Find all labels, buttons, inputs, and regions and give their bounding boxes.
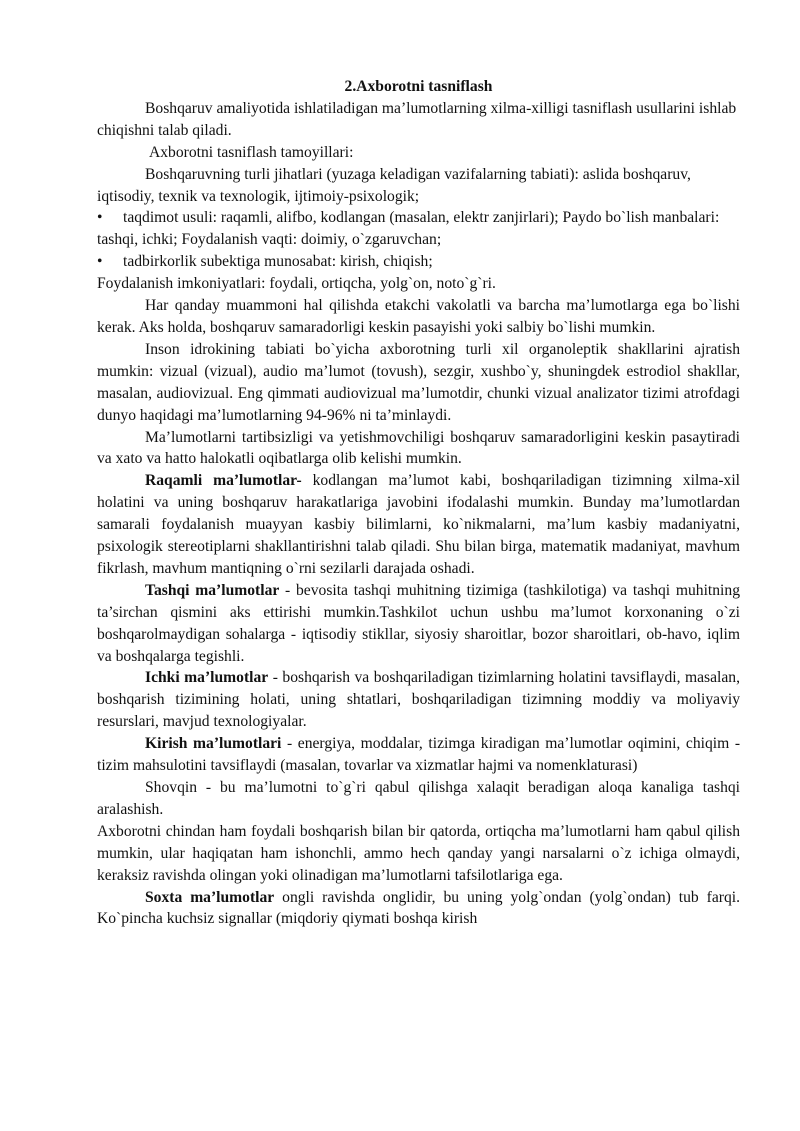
paragraph-perception: Inson idrokining tabiati bo`yicha axborotning turli xil organoleptik shakllarini ajratish mumkin: vizual (vizual), audio ma’lumot (tovush), sezgir, xushbo`y, shuningdek estrodiol shakllar, masalan, audiovizual. Eng qimmati audiovizual ma’lumotdir, chunki vizual analizator tizimi atrofdagi dunyo haqidagi ma’lumotlarning 94-96% ni ta’minlaydi.	[97, 340, 740, 424]
paragraph-digital-data	[97, 470, 740, 580]
term-internal-data: Ichki ma’lumotlar	[145, 669, 269, 687]
bullet-text: taqdimot usuli: raqamli, alifbo, kodlangan (masalan, elektr zanjirlari); Paydo bo`lish manbalari: tashqi, ichki; Foydalanish vaqti: doimiy, o`zgaruvchan;	[97, 209, 720, 249]
paragraph-management-aspects: Boshqaruvning turli jihatlari (yuzaga keladigan vazifalarning tabiati): aslida boshqaruv, iqtisodiy, texnik va texnologik, ijtimoiy-psixologik;	[97, 165, 691, 205]
paragraph-principles-heading: Axborotni tasniflash tamoyillari:	[149, 143, 354, 161]
term-digital-data: Raqamli ma’lumotlar-	[145, 472, 302, 490]
paragraph-input-data	[97, 733, 740, 777]
paragraph-redundant-data: Axborotni chindan ham foydali boshqarish bilan bir qatorda, ortiqcha ma’lumotlarni ham qabul qilish mumkin, ular haqiqatan ham ishonchli, ammo hech qanday yangi narsalarni o`z ichiga olmaydi, keraksiz ravishda olingan yoki olinadigan ma’lumotlarni tafsilotlariga ega.	[97, 822, 740, 884]
bullet-icon: •	[97, 209, 103, 227]
paragraph-external-data	[97, 580, 740, 668]
paragraph-text: - bevosita tashqi muhitning tizimiga (tashkilotiga) va tashqi muhitning ta’sirchan qismini aks ettirishi mumkin.Tashkilot uchun ushbu ma’lumot korxonaning o`zi boshqarolmaydigan sohalarga - iqtisodiy stikllar, siyosiy sharoitlar, bozor sharoitlari, ob-havo, iqlim va boshqalarga tegishli.	[97, 581, 740, 665]
paragraph-intro: Boshqaruv amaliyotida ishlatiladigan ma’lumotlarning xilma-xilligi tasniflash usullarini ishlab chiqishni talab qiladi.	[97, 99, 737, 139]
bullet-icon: •	[97, 253, 103, 271]
paragraph-text: ongli ravishda onglidir, bu uning yolg`ondan (yolg`ondan) tub farqi. Ko`pincha kuchsiz signallar (miqdoriy qiymati boshqa kirish	[97, 888, 740, 928]
paragraph-noise: Shovqin - bu ma’lumotni to`g`ri qabul qilishga xalaqit beradigan aloqa kanaliga tashqi aralashish.	[97, 779, 740, 818]
paragraph-usage-options: Foydalanish imkoniyatlari: foydali, ortiqcha, yolg`on, noto`g`ri.	[97, 275, 496, 293]
paragraph-text: kodlangan ma’lumot kabi, boshqariladigan tizimning xilma-xil holatini va uning boshqaruv harakatlariga javobini ifodalashi mumkin. Bunday ma’lumotlardan samarali foydalanish muayyan kasbiy bilimlarni, ko`nikmalarni, ma’lum kasbiy madaniyatni, psixologik stereotiplarni shakllantirishni talab qiladi. Shu bilan birga, matematik madaniyat, mavhum fikrlash, mavhum mantiqning o`rni sezilarli darajada oshadi.	[97, 472, 740, 577]
paragraph-text: - energiya, moddalar, tizimga kiradigan ma’lumotlar oqimini, chiqim - tizim mahsulotini tavsiflaydi (masalan, tovarlar va xizmatlar hajmi va nomenklaturasi)	[97, 735, 741, 775]
paragraph-internal-data	[97, 667, 740, 733]
paragraph-text: - boshqarish va boshqariladigan tizimlarning holatini tavsiflaydi, masalan, boshqarish tizimining holati, uning shtatlari, boshqariladigan tizimning moddiy va moliyaviy resurslari, mavjud texnologiyalar.	[97, 669, 740, 731]
paragraph-problem-solving: Har qanday muammoni hal qilishda etakchi vakolatli va barcha ma’lumotlarga ega bo`lishi kerak. Aks holda, boshqaruv samaradorligi keskin pasayishi yoki salbiy bo`lishi mumkin.	[97, 297, 740, 336]
term-false-data: Soxta ma’lumotlar	[145, 888, 275, 906]
bullet-item-presentation	[97, 207, 740, 251]
term-external-data: Tashqi ma’lumotlar	[145, 581, 280, 599]
bullet-item-entrepreneurship	[97, 251, 740, 273]
paragraph-disorder: Ma’lumotlarni tartibsizligi va yetishmovchiligi boshqaruv samaradorligini keskin pasaytiradi va xato va hatto halokatli oqibatlarga olib kelishi mumkin.	[97, 428, 740, 468]
document-page	[97, 76, 740, 930]
paragraph-false-data	[97, 887, 740, 931]
term-input-data: Kirish ma’lumotlari	[145, 735, 282, 753]
section-title: 2.Axborotni tasniflash	[344, 78, 493, 95]
bullet-text: tadbirkorlik subektiga munosabat: kirish, chiqish;	[123, 253, 433, 271]
